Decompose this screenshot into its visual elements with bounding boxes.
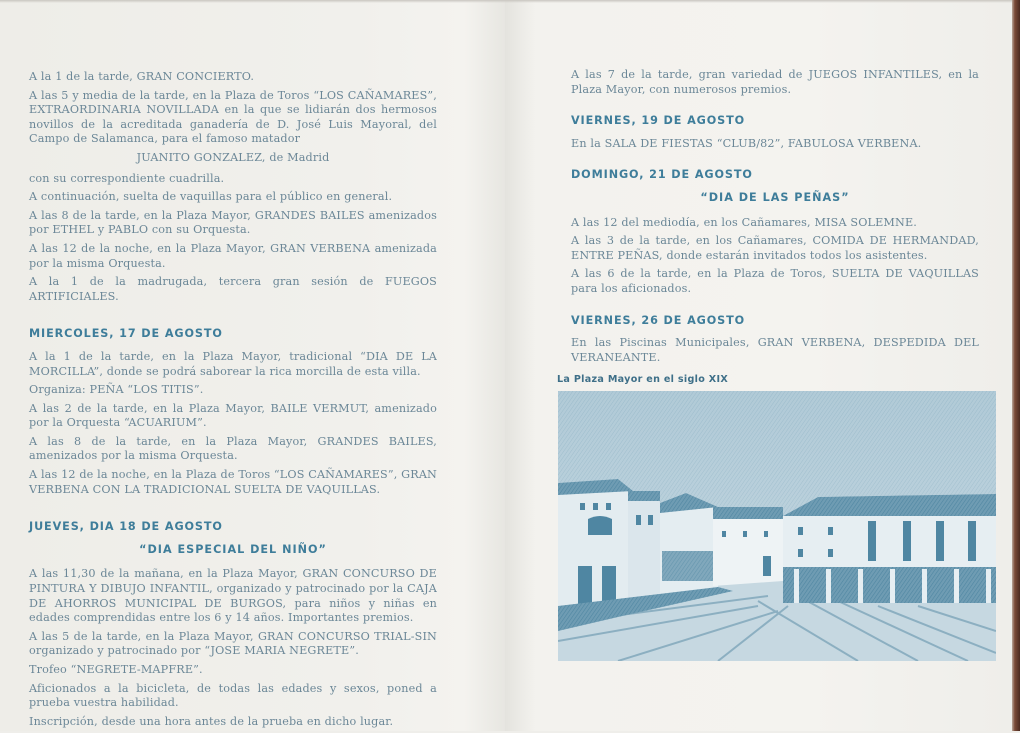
event-paragraph: A las 12 de la noche, en la Plaza de Toros “LOS CAÑAMARES”, GRAN VERBENA CON LA TRADICIONAL SUELTA DE VAQUILLAS. (29, 468, 437, 496)
event-paragraph: Organiza: PEÑA “LOS TITIS”. (29, 383, 204, 397)
page-top-shadow (0, 0, 1012, 3)
event-paragraph: A las 5 de la tarde, en la Plaza Mayor, GRAN CONCURSO TRIAL-SIN organizado y patrocinado por “JOSE MARIA NEGRETE”. (29, 629, 437, 658)
plaza-mayor-engraving (558, 391, 996, 661)
cover-edge (1012, 0, 1020, 731)
day-heading-thursday: JUEVES, DIA 18 DE AGOSTO (29, 520, 223, 534)
day-heading-friday-26: VIERNES, 26 DE AGOSTO (571, 313, 746, 327)
event-paragraph: Inscripción, desde una hora antes de la prueba en dicho lugar. (29, 714, 394, 728)
event-paragraph: A las 8 de la tarde, en la Plaza Mayor, GRANDES BAILES amenizados por ETHEL y PABLO con su Orquesta. (29, 208, 437, 237)
event-paragraph: A las 5 y media de la tarde, en la Plaza de Toros “LOS CAÑAMARES”, EXTRAORDINARIA NOVILLADA en la que se lidiarán dos hermosos novillos de la acreditada ganadería de D. José Luis Mayoral, del Campo de Salamanca, para el famoso matador (29, 88, 437, 146)
right-column (571, 68, 979, 369)
day-heading-friday-19: VIERNES, 19 DE AGOSTO (571, 114, 746, 128)
left-column (29, 70, 437, 733)
event-paragraph: A la 1 de la tarde, GRAN CONCIERTO. (29, 70, 255, 83)
event-paragraph: A las 2 de la tarde, en la Plaza Mayor, BAILE VERMUT, amenizado por la Orquesta “ACUARIUM”. (29, 401, 437, 430)
figure-caption: La Plaza Mayor en el siglo XIX (557, 374, 729, 385)
event-paragraph: A las 6 de la tarde, en la Plaza de Toros, SUELTA DE VAQUILLAS para los aficionados. (571, 267, 979, 295)
event-paragraph: Aficionados a la bicicleta, de todas las edades y sexos, poned a prueba vuestra habilidad. (29, 681, 437, 710)
event-paragraph: A las 11,30 de la mañana, en la Plaza Mayor, GRAN CONCURSO DE PINTURA Y DIBUJO INFANTIL, organizado y patrocinado por la CAJA DE AHORROS MUNICIPAL DE BURGOS, para niños y niñas en edades comprendidas entre los 6 y 14 años. Importantes premios. (29, 567, 437, 625)
event-paragraph: A la 1 de la madrugada, tercera gran sesión de FUEGOS ARTIFICIALES. (29, 275, 437, 303)
day-heading-wednesday: MIERCOLES, 17 DE AGOSTO (29, 327, 223, 341)
event-paragraph: A las 12 del mediodía, en los Cañamares, MISA SOLEMNE. (571, 215, 917, 229)
event-paragraph: En la SALA DE FIESTAS “CLUB/82”, FABULOSA VERBENA. (571, 136, 922, 150)
event-paragraph: En las Piscinas Municipales, GRAN VERBENA, DESPEDIDA DEL VERANEANTE. (571, 336, 979, 364)
matador-name: JUANITO GONZALEZ, de Madrid (136, 150, 330, 164)
day-theme-thursday: “DIA ESPECIAL DEL NIÑO” (139, 542, 327, 556)
event-paragraph: con su correspondiente cuadrilla. (29, 171, 225, 185)
event-paragraph: A las 3 de la tarde, en los Cañamares, COMIDA DE HERMANDAD, ENTRE PEÑAS, donde estarán invitados todos los asistentes. (571, 234, 979, 262)
day-theme-sunday: “DIA DE LAS PEÑAS” (700, 190, 850, 204)
event-paragraph: A continuación, suelta de vaquillas para el público en general. (29, 190, 393, 204)
event-paragraph: A la 1 de la tarde, en la Plaza Mayor, tradicional “DIA DE LA MORCILLA”, donde se podrá saborear la rica morcilla de esta villa. (29, 349, 437, 378)
event-paragraph: A las 7 de la tarde, gran variedad de JUEGOS INFANTILES, en la Plaza Mayor, con numerosos premios. (571, 68, 979, 96)
event-paragraph: A las 12 de la noche, en la Plaza Mayor, GRAN VERBENA amenizada por la misma Orquesta. (29, 241, 437, 270)
day-heading-sunday-21: DOMINGO, 21 DE AGOSTO (571, 168, 753, 182)
event-paragraph: A las 8 de la tarde, en la Plaza Mayor, GRANDES BAILES, amenizados por la misma Orquesta. (29, 434, 437, 463)
event-paragraph: Trofeo “NEGRETE-MAPFRE”. (29, 663, 203, 676)
